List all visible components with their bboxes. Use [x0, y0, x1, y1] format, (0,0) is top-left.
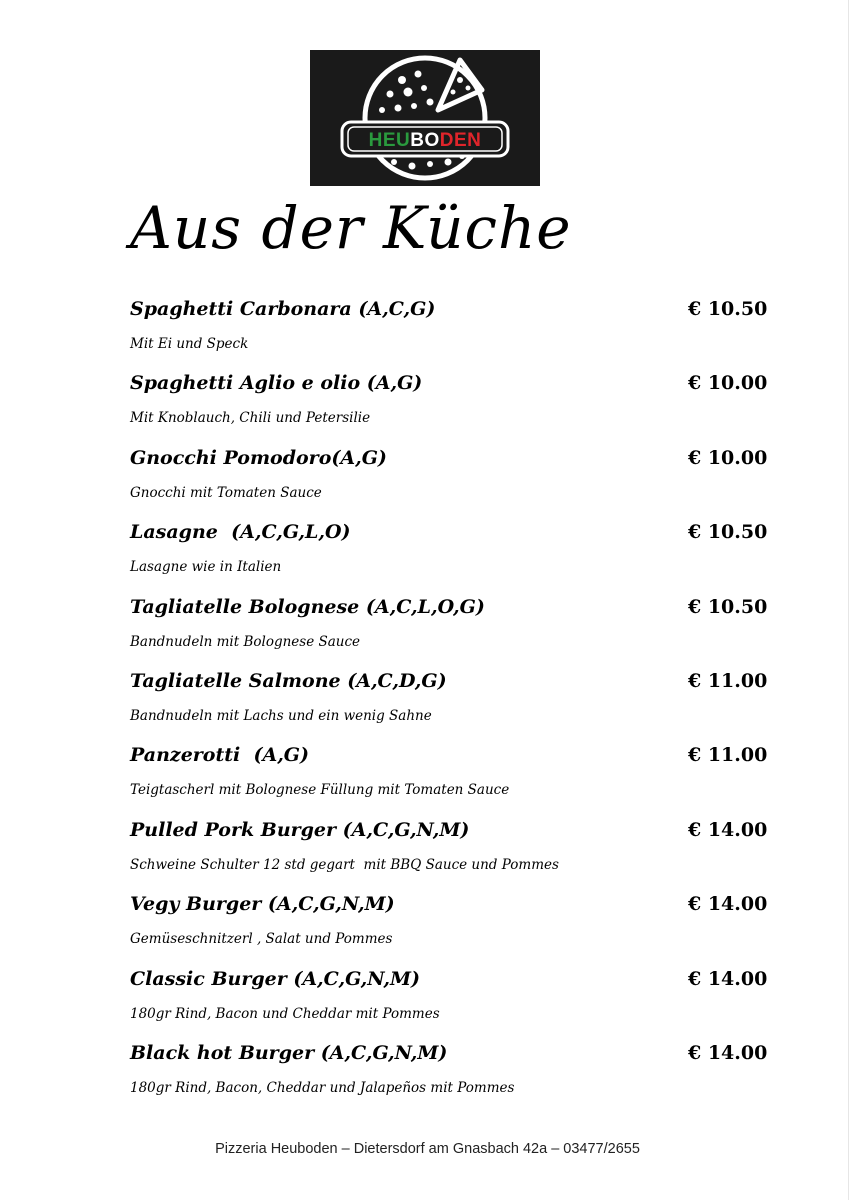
item-description: Bandnudeln mit Bolognese Sauce — [130, 633, 361, 650]
item-price: € 14.00 — [688, 967, 768, 990]
item-description: 180gr Rind, Bacon, Cheddar und Jalapeños mit Pommes — [130, 1079, 515, 1096]
item-description: Bandnudeln mit Lachs und ein wenig Sahne — [130, 707, 432, 724]
item-name: Tagliatelle Salmone (A,C,D,G) — [130, 669, 447, 692]
logo — [310, 50, 540, 186]
pizza-logo-icon — [310, 50, 540, 186]
item-price: € 10.50 — [688, 521, 768, 544]
item-description: Gemüseschnitzerl , Salat und Pommes — [130, 931, 393, 948]
item-price: € 11.00 — [688, 744, 768, 767]
item-name: Lasagne (A,C,G,L,O) — [130, 521, 351, 544]
item-price: € 10.00 — [688, 372, 768, 395]
item-description: Lasagne wie in Italien — [130, 559, 282, 576]
logo-text-red: DEN — [439, 130, 482, 151]
item-name: Classic Burger (A,C,G,N,M) — [130, 967, 421, 990]
menu-list — [130, 290, 770, 1108]
logo-text-green: HEU — [368, 130, 411, 151]
item-price: € 14.00 — [688, 818, 768, 841]
item-name: Tagliatelle Bolognese (A,C,L,O,G) — [130, 595, 485, 618]
item-name: Gnocchi Pomodoro(A,G) — [130, 446, 387, 469]
menu-item — [130, 885, 770, 959]
menu-item — [130, 290, 770, 364]
svg-text:HEUBODEN — [369, 130, 482, 151]
menu-item — [130, 364, 770, 438]
item-price: € 10.50 — [688, 298, 768, 320]
item-description: Mit Knoblauch, Chili und Petersilie — [130, 410, 371, 427]
item-price: € 11.00 — [688, 669, 768, 692]
menu-item — [130, 439, 770, 513]
menu-item — [130, 960, 770, 1034]
menu-item — [130, 662, 770, 736]
item-price: € 14.00 — [688, 1041, 768, 1064]
item-description: Mit Ei und Speck — [130, 336, 249, 352]
page-title: Aus der Küche — [130, 194, 572, 262]
item-description: Schweine Schulter 12 std gegart mit BBQ Sauce und Pommes — [130, 856, 559, 873]
item-name: Black hot Burger (A,C,G,N,M) — [130, 1041, 448, 1064]
item-name: Vegy Burger (A,C,G,N,M) — [130, 893, 395, 916]
item-price: € 10.00 — [688, 446, 768, 469]
item-description: Teigtascherl mit Bolognese Füllung mit Tomaten Sauce — [130, 782, 510, 799]
item-name: Panzerotti (A,G) — [130, 744, 310, 767]
item-description: 180gr Rind, Bacon und Cheddar mit Pommes — [130, 1005, 440, 1022]
item-price: € 10.50 — [688, 595, 768, 618]
logo-text-white: BO — [410, 130, 440, 151]
item-name: Spaghetti Carbonara (A,C,G) — [130, 298, 436, 320]
item-price: € 14.00 — [688, 893, 768, 916]
menu-item — [130, 1034, 770, 1108]
menu-item — [130, 736, 770, 810]
item-description: Gnocchi mit Tomaten Sauce — [130, 484, 322, 501]
item-name: Spaghetti Aglio e olio (A,G) — [130, 372, 423, 395]
menu-item — [130, 588, 770, 662]
item-name: Pulled Pork Burger (A,C,G,N,M) — [130, 818, 470, 841]
menu-item — [130, 513, 770, 587]
menu-item — [130, 811, 770, 885]
page-edge — [848, 0, 849, 1200]
footer-address: Pizzeria Heuboden – Dietersdorf am Gnasbach 42a – 03477/2655 — [215, 1141, 640, 1157]
